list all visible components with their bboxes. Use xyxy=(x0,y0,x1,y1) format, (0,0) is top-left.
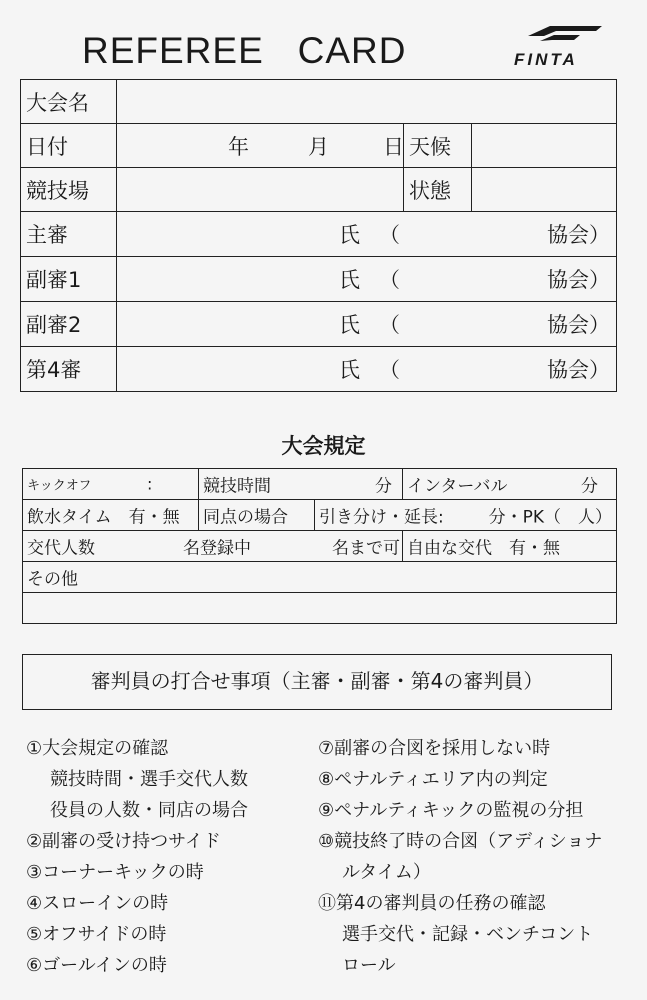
date-label: 日付 xyxy=(21,124,117,168)
referee-role: 主審 xyxy=(21,212,117,257)
tournament-label: 大会名 xyxy=(21,80,117,124)
substitution-label: 交代人数 xyxy=(27,538,95,559)
water-tie-row xyxy=(23,500,617,531)
venue-field[interactable] xyxy=(117,168,404,212)
referee-name-field[interactable] xyxy=(117,347,617,392)
kickoff-field[interactable] xyxy=(23,469,199,500)
finta-logo xyxy=(510,22,614,74)
interval-label: インターバル xyxy=(407,476,508,497)
list-item: 役員の人数・同店の場合 xyxy=(50,800,248,821)
meeting-heading: 審判員の打合せ事項（主審・副審・第4の審判員） xyxy=(22,654,612,710)
match-time-field[interactable] xyxy=(199,469,403,500)
list-item: ルタイム） xyxy=(342,862,431,883)
tie-label-cell xyxy=(199,500,315,531)
referee-row xyxy=(21,212,617,257)
date-row xyxy=(21,124,617,168)
list-item: ⑧ペナルティエリア内の判定 xyxy=(318,769,548,790)
logo-text: FINTA xyxy=(514,50,578,69)
tournament-row xyxy=(21,80,617,124)
list-item: 選手交代・記録・ベンチコント xyxy=(342,924,594,945)
referee-name-field[interactable] xyxy=(117,212,617,257)
kickoff-colon: : xyxy=(147,474,153,494)
list-item: ロール xyxy=(342,955,396,976)
association-label: 協会） xyxy=(547,358,610,382)
water-break-field[interactable] xyxy=(23,500,199,531)
match-time-unit: 分 xyxy=(375,476,392,497)
referee-role: 副審1 xyxy=(21,257,117,302)
meeting-list-left xyxy=(26,733,248,981)
other-label: その他 xyxy=(27,569,78,590)
date-field[interactable] xyxy=(117,124,404,168)
name-suffix: 氏 xyxy=(339,313,360,337)
referee-name-field[interactable] xyxy=(117,302,617,347)
year-label: 年 xyxy=(228,134,249,159)
tournament-rules-table xyxy=(22,468,617,624)
free-subs-label: 自由な交代 有・無 xyxy=(407,538,560,559)
blank-field[interactable] xyxy=(23,593,617,624)
list-item: ⑦副審の合図を採用しない時 xyxy=(318,738,551,759)
list-item: ⑪第4の審判員の任務の確認 xyxy=(318,893,546,914)
open-paren: （ xyxy=(379,358,400,382)
name-suffix: 氏 xyxy=(339,223,360,247)
logo-mark-icon xyxy=(510,22,614,52)
interval-unit: 分 xyxy=(581,476,598,497)
upto-label: 名まで可 xyxy=(332,538,400,559)
list-item: 競技時間・選手交代人数 xyxy=(50,769,248,790)
other-row xyxy=(23,562,617,593)
blank-row xyxy=(23,593,617,624)
list-item: ④スローインの時 xyxy=(26,893,169,914)
list-item: ⑨ペナルティキックの監視の分担 xyxy=(318,800,584,821)
meeting-list-right xyxy=(318,733,602,981)
card-title: REFEREE CARD xyxy=(82,30,407,71)
substitution-field[interactable] xyxy=(23,531,403,562)
referee-name-field[interactable] xyxy=(117,257,617,302)
condition-label: 状態 xyxy=(404,168,472,212)
open-paren: （ xyxy=(379,268,400,292)
day-label: 日 xyxy=(383,134,404,159)
list-item: ③コーナーキックの時 xyxy=(26,862,204,883)
name-suffix: 氏 xyxy=(339,358,360,382)
weather-field[interactable] xyxy=(472,124,617,168)
referee-role: 第4審 xyxy=(21,347,117,392)
match-time-label: 競技時間 xyxy=(203,476,271,497)
kickoff-row xyxy=(23,469,617,500)
substitution-row xyxy=(23,531,617,562)
list-item: ⑤オフサイドの時 xyxy=(26,924,167,945)
registered-label: 名登録中 xyxy=(183,538,251,559)
list-item: ①大会規定の確認 xyxy=(26,738,169,759)
venue-label: 競技場 xyxy=(21,168,117,212)
association-label: 協会） xyxy=(547,268,610,292)
water-break-label: 飲水タイム 有・無 xyxy=(27,507,180,528)
interval-field[interactable] xyxy=(403,469,617,500)
tournament-field[interactable] xyxy=(117,80,617,124)
month-label: 月 xyxy=(308,134,329,159)
open-paren: （ xyxy=(379,223,400,247)
association-label: 協会） xyxy=(547,313,610,337)
assistant1-row xyxy=(21,257,617,302)
free-subs-field[interactable] xyxy=(403,531,617,562)
fourth-official-row xyxy=(21,347,617,392)
pk-label: 分・PK（ 人） xyxy=(488,507,612,528)
open-paren: （ xyxy=(379,313,400,337)
referee-role: 副審2 xyxy=(21,302,117,347)
match-info-table xyxy=(20,79,617,392)
draw-extension-label: 引き分け・延長: xyxy=(319,507,444,528)
list-item: ⑥ゴールインの時 xyxy=(26,955,167,976)
condition-field[interactable] xyxy=(472,168,617,212)
rules-heading: 大会規定 xyxy=(281,434,366,458)
list-item: ②副審の受け持つサイド xyxy=(26,831,221,852)
name-suffix: 氏 xyxy=(339,268,360,292)
kickoff-label: キックオフ xyxy=(27,478,92,494)
association-label: 協会） xyxy=(547,223,610,247)
weather-label: 天候 xyxy=(404,124,472,168)
list-item: ⑩競技終了時の合図（アディショナ xyxy=(318,831,603,852)
assistant2-row xyxy=(21,302,617,347)
venue-row xyxy=(21,168,617,212)
other-field[interactable] xyxy=(23,562,617,593)
draw-extension-field[interactable] xyxy=(315,500,617,531)
tie-label: 同点の場合 xyxy=(203,507,288,528)
